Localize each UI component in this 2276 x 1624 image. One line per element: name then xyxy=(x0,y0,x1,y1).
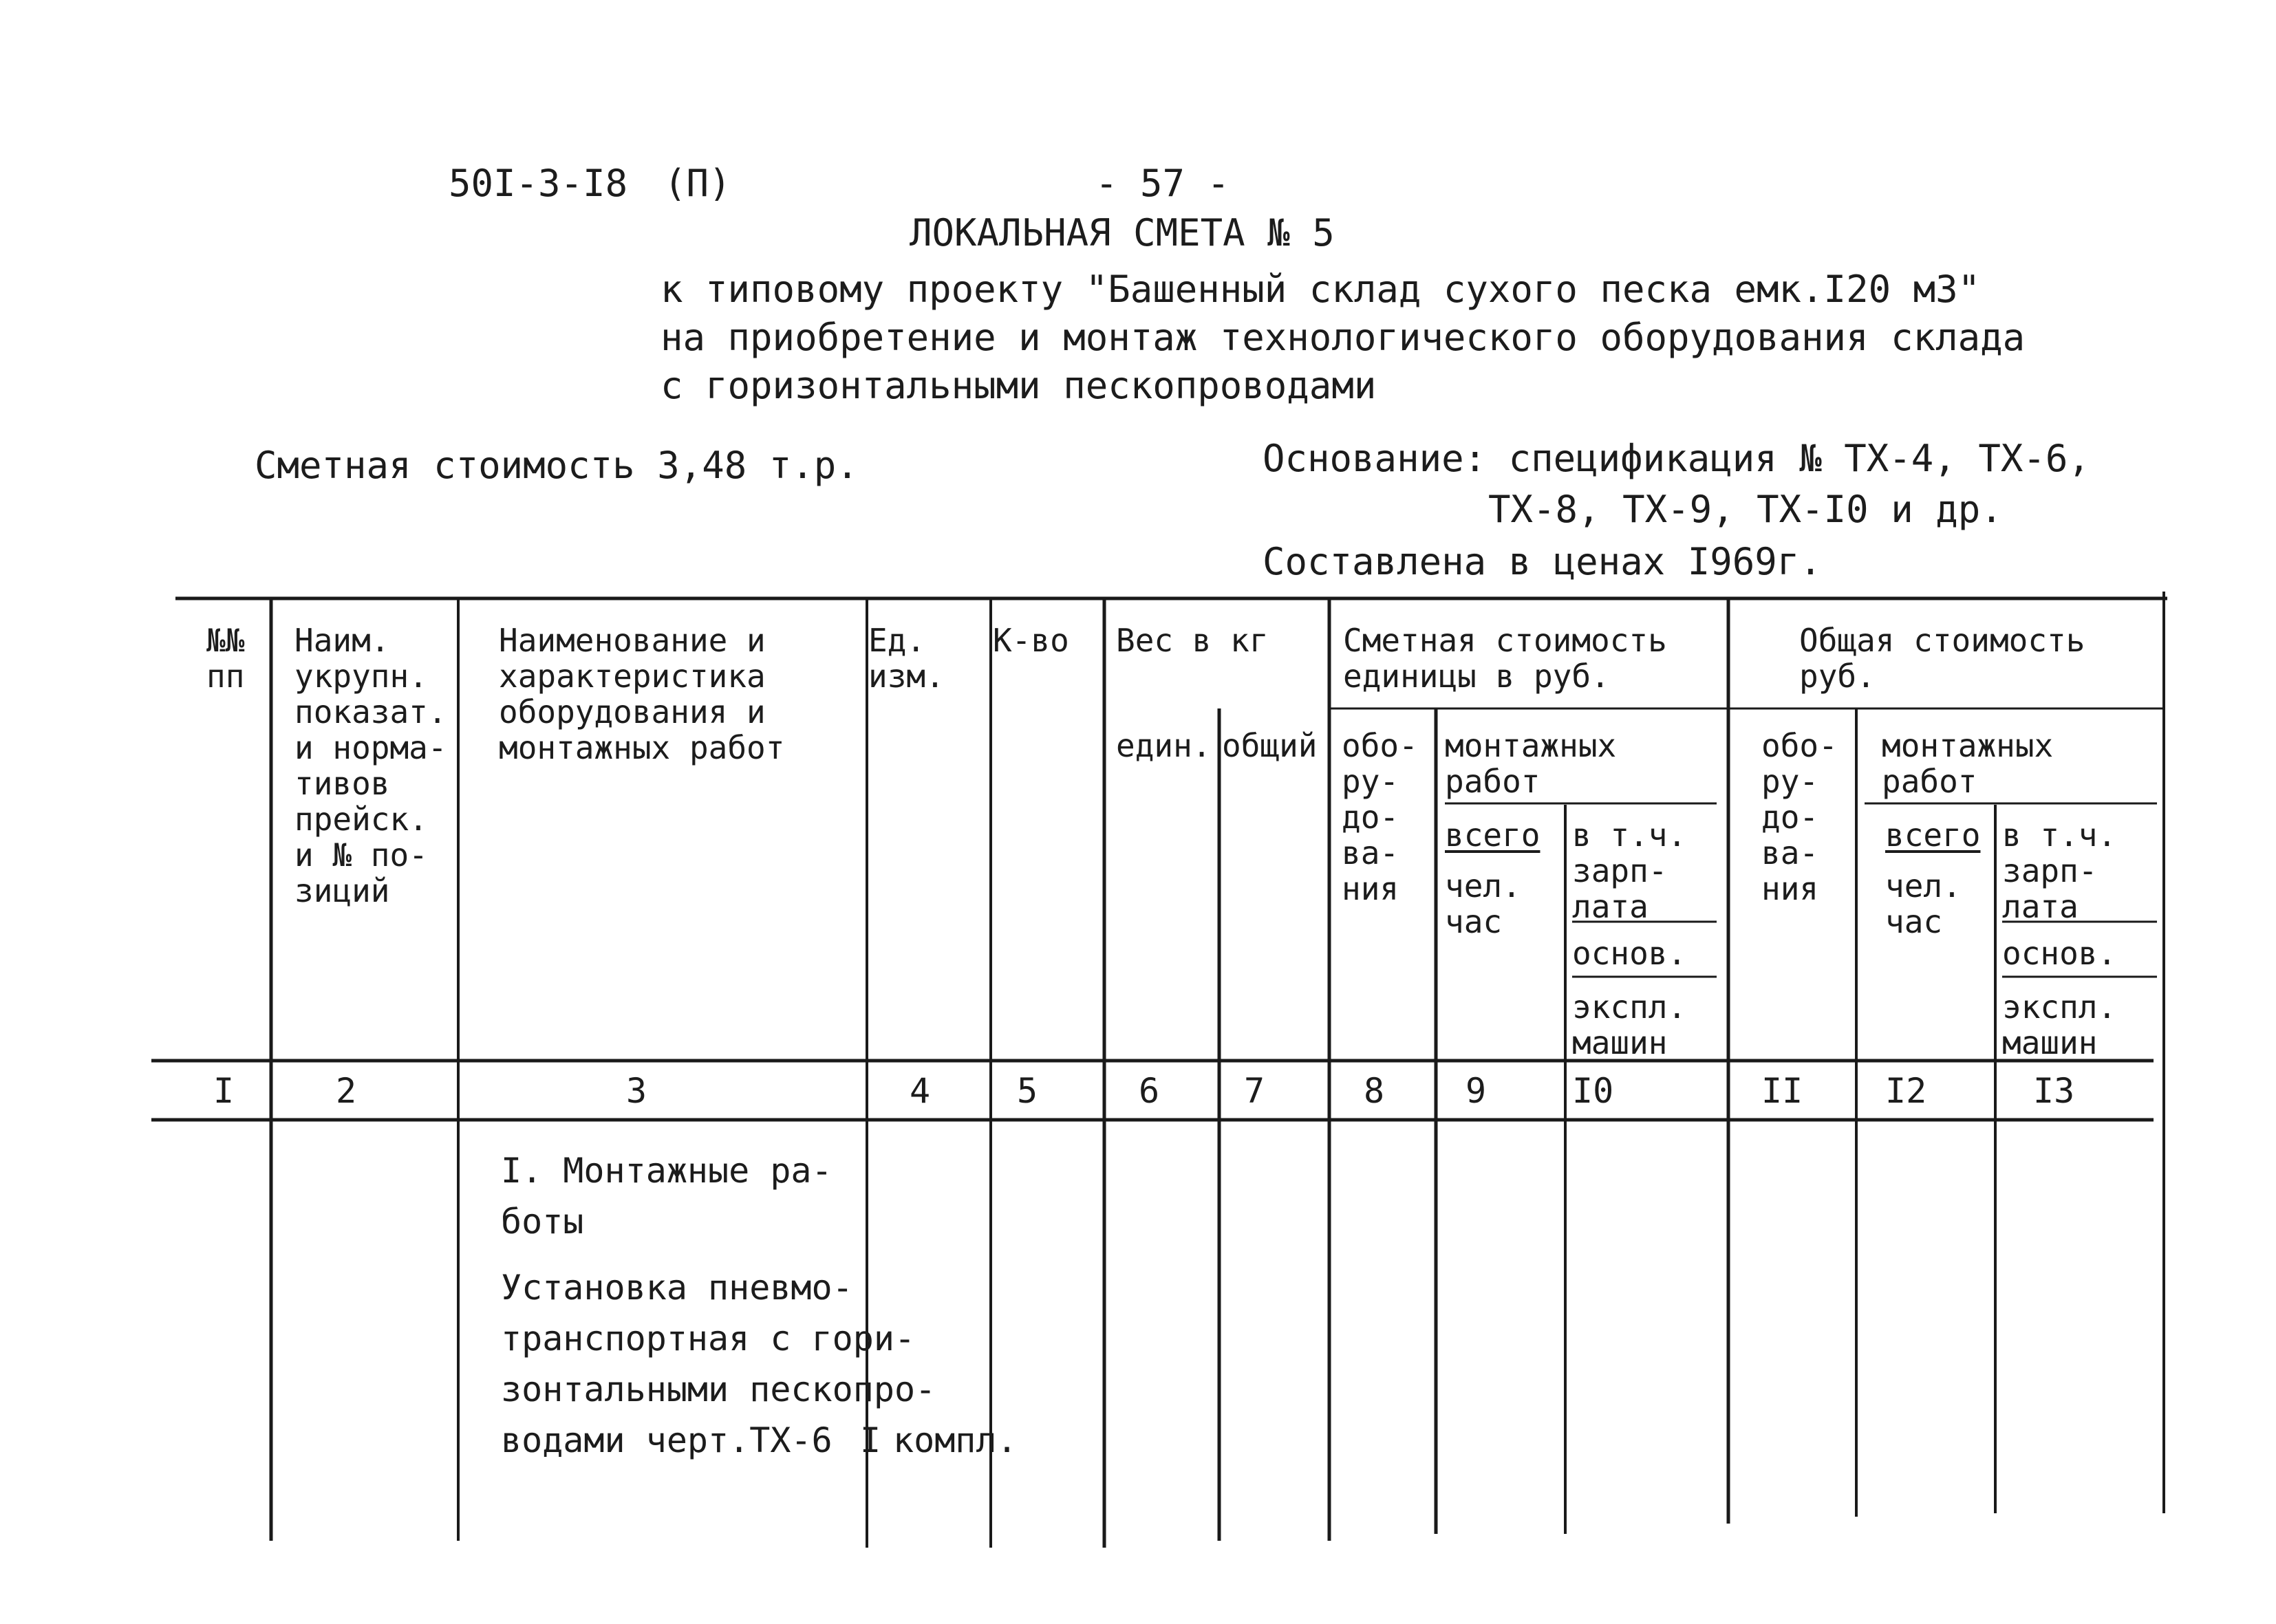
header-quantity-cell xyxy=(993,622,1069,658)
document-mark: (П) xyxy=(664,162,731,205)
header-text: Общая стоимость xyxy=(1799,622,2085,659)
header-text: монтажных работ xyxy=(499,729,785,766)
header-text: ния xyxy=(1342,870,1399,907)
column-number-1: I xyxy=(213,1071,235,1111)
header-text: до- xyxy=(1342,799,1399,836)
item-description-line: Установка пневмо- xyxy=(501,1268,853,1308)
header-number-cell xyxy=(206,622,244,694)
header-text: монтажных xyxy=(1882,727,2054,764)
header-norm-code-cell xyxy=(294,622,447,909)
header-text: прейск. xyxy=(294,801,428,838)
header-weight-group: Вес в кг xyxy=(1116,622,1269,659)
header-machines-unit xyxy=(1572,989,1686,1061)
header-text: тивов xyxy=(294,765,390,802)
header-number: №№ xyxy=(206,622,245,659)
header-equipment-unit xyxy=(1342,728,1418,907)
header-machines-total xyxy=(2002,989,2116,1061)
header-text: К-во xyxy=(993,622,1069,659)
header-unit-cost-group xyxy=(1343,622,1667,694)
header-text: ва- xyxy=(1342,834,1399,871)
header-total-unit: всего xyxy=(1445,816,1540,854)
header-text: и норма- xyxy=(294,729,447,766)
header-total-total: всего xyxy=(1885,816,1981,854)
header-text: показат. xyxy=(294,693,447,730)
column-number-11: II xyxy=(1761,1071,1803,1111)
header-equipment-total xyxy=(1761,728,1838,907)
header-text: оборудования и xyxy=(499,693,766,730)
column-number-12: I2 xyxy=(1885,1071,1927,1111)
header-total-cost-group xyxy=(1799,622,2085,694)
header-text: зиций xyxy=(294,872,390,909)
header-text: Сметная стоимость xyxy=(1343,622,1667,659)
header-text: час xyxy=(1445,903,1503,940)
header-text: руб. xyxy=(1799,658,1876,695)
item-description-line: водами черт.ТХ-6 xyxy=(501,1420,833,1460)
column-number-9: 9 xyxy=(1466,1071,1487,1111)
header-weight-unit: един. xyxy=(1116,727,1212,764)
header-install-total xyxy=(1882,728,2053,799)
header-install-unit xyxy=(1445,728,1616,799)
item-unit: компл. xyxy=(893,1420,1018,1460)
header-text: обо- xyxy=(1342,727,1418,764)
document-code: 50I-3-I8 xyxy=(449,162,628,205)
header-weight-total: общий xyxy=(1222,727,1318,764)
header-text: работ xyxy=(1882,763,1977,800)
header-text: экспл. xyxy=(1572,988,1687,1026)
column-number-4: 4 xyxy=(910,1071,931,1111)
item-quantity: I xyxy=(860,1420,881,1460)
header-text: Ед. xyxy=(868,622,926,659)
header-text: укрупн. xyxy=(294,658,428,695)
column-number-3: 3 xyxy=(626,1071,647,1111)
header-text: лата xyxy=(2002,888,2079,925)
header-text: Наименование и xyxy=(499,622,766,659)
header-text: до- xyxy=(1761,799,1819,836)
header-text: в т.ч. xyxy=(2002,816,2117,854)
header-text: машин xyxy=(1572,1024,1668,1061)
header-basic-total: основ. xyxy=(2002,935,2117,972)
subtitle-line-3: с горизонтальными пескопроводами xyxy=(661,364,1377,407)
header-basic-unit: основ. xyxy=(1572,935,1687,972)
header-wages-unit xyxy=(1572,817,1686,924)
header-text: монтажных xyxy=(1445,727,1617,764)
column-number-13: I3 xyxy=(2033,1071,2075,1111)
header-text: в т.ч. xyxy=(1572,816,1687,854)
header-text: ру- xyxy=(1342,763,1399,800)
header-text: обо- xyxy=(1761,727,1838,764)
basis-line-2: ТХ-8, ТХ-9, ТХ-I0 и др. xyxy=(1488,488,2003,531)
column-number-2: 2 xyxy=(336,1071,357,1111)
basis-line-1: Основание: спецификация № ТХ-4, ТХ-6, xyxy=(1263,437,2090,480)
section-title xyxy=(501,1145,833,1247)
document-title: ЛОКАЛЬНАЯ СМЕТА № 5 xyxy=(910,211,1335,255)
header-text: чел. xyxy=(1885,867,1962,905)
item-description-line: зонтальными пескопро- xyxy=(501,1369,936,1409)
header-text: ния xyxy=(1761,870,1819,907)
header-text: ва- xyxy=(1761,834,1819,871)
header-man-hours-total xyxy=(1885,868,1962,940)
header-text: машин xyxy=(2002,1024,2098,1061)
header-text: лата xyxy=(1572,888,1649,925)
column-number-6: 6 xyxy=(1139,1071,1160,1111)
header-text: и № по- xyxy=(294,836,428,874)
column-number-10: I0 xyxy=(1572,1071,1614,1111)
header-man-hours-unit xyxy=(1445,868,1521,940)
header-text: характеристика xyxy=(499,658,766,695)
header-text: экспл. xyxy=(2002,988,2117,1026)
page-number: - 57 - xyxy=(1095,162,1230,205)
column-number-5: 5 xyxy=(1017,1071,1038,1111)
header-text: работ xyxy=(1445,763,1540,800)
header-text: чел. xyxy=(1445,867,1521,905)
header-wages-total xyxy=(2002,817,2116,924)
header-text: единицы в руб. xyxy=(1343,658,1610,695)
header-text: ру- xyxy=(1761,763,1819,800)
section-title-line: боты xyxy=(501,1202,584,1242)
subtitle-line-2: на приобретение и монтаж технологического оборудования склада xyxy=(661,316,2026,359)
subtitle-line-1: к типовому проекту "Башенный склад сухого песка емк.I20 м3" xyxy=(661,268,1981,311)
header-number-pp: пп xyxy=(206,658,245,695)
header-text: Наим. xyxy=(294,622,390,659)
prices-year: Составлена в ценах I969г. xyxy=(1263,540,1822,583)
header-text: зарп- xyxy=(1572,852,1668,889)
header-description-cell xyxy=(499,622,784,766)
column-number-7: 7 xyxy=(1244,1071,1265,1111)
item-description-line: транспортная с гори- xyxy=(501,1319,916,1358)
header-text: изм. xyxy=(868,658,945,695)
header-text: зарп- xyxy=(2002,852,2098,889)
section-title-line: I. Монтажные ра- xyxy=(501,1151,833,1191)
estimated-cost: Сметная стоимость 3,48 т.р. xyxy=(255,444,859,487)
header-unit-cell xyxy=(868,622,945,694)
header-text: час xyxy=(1885,903,1943,940)
column-number-8: 8 xyxy=(1364,1071,1385,1111)
